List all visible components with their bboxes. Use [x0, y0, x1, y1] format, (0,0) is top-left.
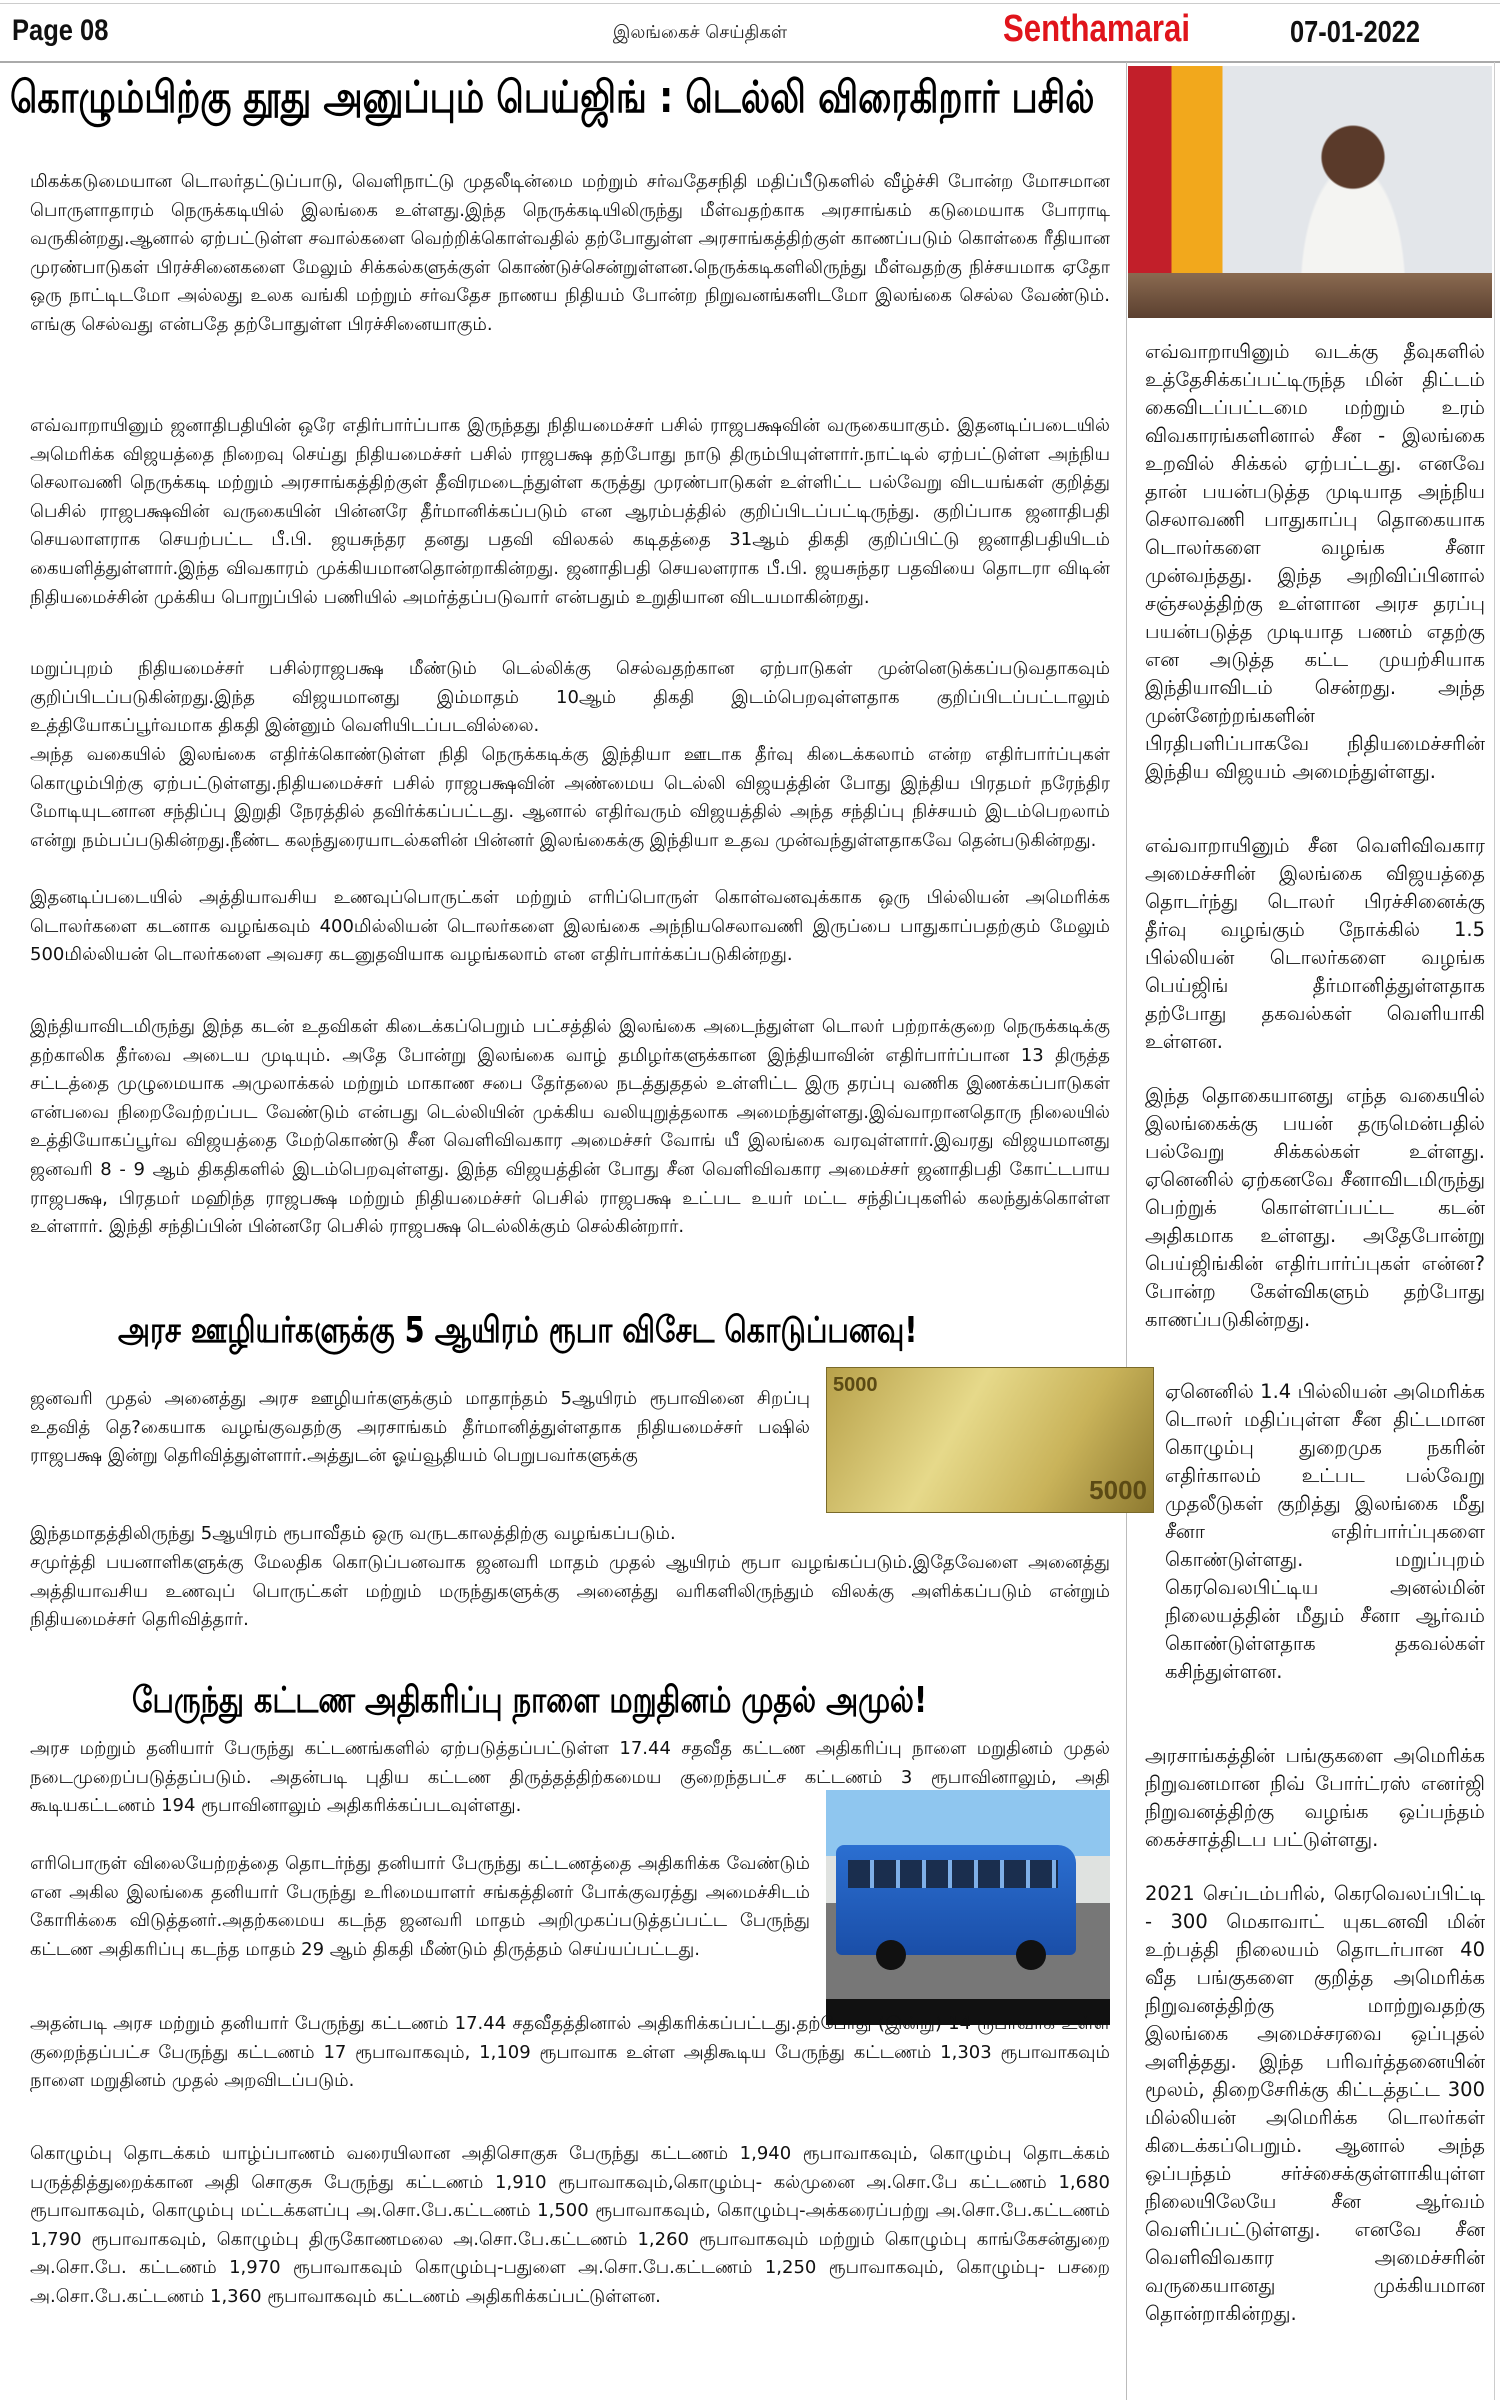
bus-wheel — [876, 1940, 906, 1970]
bus-photo — [826, 1790, 1110, 2025]
sidebar-paragraph-3: இந்த தொகையானது எந்த வகையில் இலங்கைக்கு பயன் தருமென்பதில் பல்வேறு சிக்கல்கள் உள்ளது. ஏனெனில் ஏற்கனவே சீனாவிடமிருந்து பெற்றுக் கொள்ளப்பட்ட கடன் அதிகமாக உள்ளது. அதேபோன்று பெய்ஜிங்கின் எதிர்பார்ப்புகள் என்ன? போன்ற கேள்விகளும் தற்போது காணப்படுகின்றது. — [1145, 1084, 1485, 1331]
desk — [1128, 273, 1492, 318]
lead-paragraph-2: எவ்வாறாயினும் ஜனாதிபதியின் ஒரே எதிர்பார்ப்பாக இருந்தது நிதியமைச்சர் பசில் ராஜபக்ஷவின் வருகையாகும். இதனடிப்படையில் அமெரிக்க விஜயத்தை நிறைவு செய்து நிதியமைச்சர் பசில் ராஜபக்ஷ தற்போது நாடு திரும்பியுள்ளார்.நாட்டில் ஏற்பட்டுள்ள அந்நிய செலாவணி நெருக்கடி மற்றும் அரசாங்கத்திற்குள் தீவிரமடைந்துள்ள கருத்து முரண்பாடுகள் உள்ளிட்ட பல்வேறு விடயங்கள் குறித்து பெசில் ராஜபக்ஷவின் வருகையின் பின்னரே தீர்மானிக்கப்படும் என ஆரம்பத்தில் குறிப்பிடப்பட்டிருந்து. குறிப்பாக ஜனாதிபதி செயலாளராக செயற்பட்ட பீ.பி. ஜயசுந்தர தனது பதவி விலகல் கடிதத்தை 31ஆம் திகதி குறிப்பிட்டு ஜனாதிபதியிடம் கையளித்துள்ளார்.இந்த விவகாரம் முக்கியமானதொன்றாகின்றது. ஜனாதிபதி செயலளராக பீ.பி. ஜயசுந்தர பதவியை தொடரா விடின் நிதியமைச்சின் முக்கிய பொறுப்பில் பணியில் அமர்த்தப்படுவார் என்பதும் உறுதியான விடயமாகின்றது. — [30, 415, 1110, 608]
bus-windows — [848, 1860, 1058, 1888]
lead-paragraph-5: இதனடிப்படையில் அத்தியாவசிய உணவுப்பொருட்கள் மற்றும் எரிப்பொருள் கொள்வனவுக்காக ஒரு பில்லியன் அமெரிக்க டொலர்களை கடனாக வழங்கவும் 400மில்லியன் டொலர்களை இலங்கை அந்நியசெலாவணி இருப்பை பாதுகாப்பதற்கும் மேலும் 500மில்லியன் டொலர்களை அவசர கடனுதவியாக வழங்கலாம் என எதிர்பார்க்கப்படுகின்றது. — [30, 887, 1110, 966]
bus-fare-headline: பேருந்து கட்டண அதிகரிப்பு நாளை மறுதினம் முதல் அமுல்! — [132, 1680, 928, 1721]
bus-paragraph-3: அதன்படி அரச மற்றும் தனியார் பேருந்து கட்டணம் 17.44 சதவீதத்தினால் அதிகரிக்கப்பட்டது.தற்போது (இன்று) 14 ரூபாவாக உள்ள குறைந்தப்பட்ச பேருந்து கட்டணம் 17 ரூபாவாகவும், 1,109 ரூபாவாக உள்ள அதிகூடிய பேருந்து கட்டணம் 1,303 ரூபாவாகவும் நாளை மறுதினம் முதல் அறவிடப்படும். — [30, 2013, 1110, 2092]
bus-paragraph-2: எரிபொருள் விலையேற்றத்தை தொடர்ந்து தனியார் பேருந்து கட்டணத்தை அதிகரிக்க வேண்டும் என அகில இலங்கை தனியார் பேருந்து உரிமையாளர் சங்கத்தினர் போக்குவரத்து அமைச்சிடம் கோரிக்கை விடுத்தனர்.அதற்கமைய கடந்த ஜனவரி மாதம் அறிமுகப்படுத்தப்பட்ட பேருந்து கட்டண அதிகரிப்பு கடந்த மாதம் 29 ஆம் திகதி மீண்டும் திருத்தம் செய்யப்பட்டது. — [30, 1853, 810, 1960]
sidebar-paragraph-6: 2021 செப்டம்பரில், கெரவெலப்பிட்டி - 300 மெகாவாட் யுகடனவி மின் உற்பத்தி நிலையம் தொடர்பான 40 வீத பங்குகளை குறித்த அமெரிக்க நிறுவனத்திற்கு மாற்றுவதற்கு இலங்கை அமைச்சரவை ஒப்புதல் அளித்தது. இந்த பரிவர்த்தனையின் மூலம், திறைசேரிக்கு கிட்டத்தட்ட 300 மில்லியன் அமெரிக்க டொலர்கள் கிடைக்கப்பெறும். ஆனால் அந்த ஒப்பந்தம் சர்ச்சைக்குள்ளாகியுள்ள நிலையிலேயே சீன ஆர்வம் வெளிப்பட்டுள்ளது. எனவே சீன வெளிவிவகார அமைச்சரின் வருகையானது முக்கியமான தொன்றாகின்றது. — [1145, 1882, 1485, 2325]
lead-paragraph-4: அந்த வகையில் இலங்கை எதிர்க்கொண்டுள்ள நிதி நெருக்கடிக்கு இந்தியா ஊடாக தீர்வு கிடைக்கலாம் என்ற எதிர்பார்ப்புகள் கொழும்பிற்கு ஏற்பட்டுள்ளது.நிதியமைச்சர் பசில் ராஜபக்ஷவின் அண்மைய டெல்லி விஜயத்தின் போது இந்திய பிரதமர் நரேந்திர மோடியுடனான சந்திப்பு இறுதி நேரத்தில் தவிர்க்கப்பட்டது. ஆனால் எதிர்வரும் விஜயத்தில் அந்த சந்திப்பு நிச்சயம் இடம்பெறலாம் என்று நம்பப்படுகின்றது.நீண்ட கலந்துரையாடல்களின் பின்னர் இலங்கைக்கு இந்தியா உதவ முன்வந்துள்ளதாகவே தென்படுகின்றது. — [30, 744, 1110, 851]
newspaper-brand: Senthamarai — [1003, 8, 1191, 50]
lead-paragraph-1: மிகக்கடுமையான டொலர்தட்டுப்பாடு, வெளிநாட்டு முதலீடின்மை மற்றும் சர்வதேசநிதி மதிப்பீடுகளில் வீழ்ச்சி போன்ற மோசமான பொருளாதாரம் நெருக்கடியில் இலங்கை உள்ளது.இந்த நெருக்கடியிலிருந்து மீள்வதற்காக அரசாங்கம் கடுமையாக போராடி வருகின்றது.ஆனால் ஏற்பட்டுள்ள சவால்களை வெற்றிக்கொள்வதில் தற்போதுள்ள அரசாங்கத்திற்குள் காணப்படும் கொள்கை ரீதியான முரண்பாடுகள் பிரச்சினைகளை மேலும் சிக்கல்களுக்குள் கொண்டுச்சென்றுள்ளன.நெருக்கடிகளிலிருந்து மீள்வதற்கு நிச்சயமாக ஏதோ ஒரு நாட்டிடமோ அல்லது உலக வங்கி மற்றும் சர்வதேச நாணய நிதியம் போன்ற நிறுவனங்களிடமோ இலங்கை செல்ல வேண்டும். எங்கு செல்வது என்பதே தற்போதுள்ள பிரச்சினையாகும். — [30, 171, 1110, 335]
banknote-image — [826, 1367, 1154, 1513]
banknote-value: 5000 — [833, 1374, 878, 1396]
lead-headline: கொழும்பிற்கு தூது அனுப்பும் பெய்ஜிங் : டெல்லி விரைகிறார் பசில் — [10, 72, 1095, 123]
header-divider — [0, 61, 1500, 63]
allowance-paragraph-2: இந்தமாதத்திலிருந்து 5ஆயிரம் ரூபாவீதம் ஒரு வருடகாலத்திற்கு வழங்கப்படும். — [30, 1523, 676, 1544]
bus-paragraph-4: கொழும்பு தொடக்கம் யாழ்ப்பாணம் வரையிலான அதிசொகுசு பேருந்து கட்டணம் 1,940 ரூபாவாகவும், கொழும்பு தொடக்கம் பருத்தித்துறைக்கான அதி சொகுசு பேருந்து கட்டணம் 1,910 ரூபாவாகவும்,கொழும்பு- கல்முனை அ.சொ.பே கட்டணம் 1,680 ரூபாவாகவும், கொழும்பு மட்டக்களப்பு அ.சொ.பே.கட்டணம் 1,500 ரூபாவாகவும், கொழும்பு-அக்கரைப்பற்று அ.சொ.பே.கட்டணம் 1,790 ரூபாவாகவும், கொழும்பு திருகோணமலை அ.சொ.பே.கட்டணம் 1,260 ரூபாவாகவும் மற்றும் கொழும்பு காங்கேசன்துறை அ.சொ.பே. கட்டணம் 1,970 ரூபாவாகவும் கொழும்பு-பதுளை அ.சொ.பே.கட்டணம் 1,250 ரூபாவாகவும், கொழும்பு- பசறை அ.சொ.பே.கட்டணம் 1,360 ரூபாவாகவும் கட்டணம் அதிகரிக்கப்பட்டுள்ளன. — [30, 2143, 1110, 2307]
lead-paragraph-6: இந்தியாவிடமிருந்து இந்த கடன் உதவிகள் கிடைக்கப்பெறும் பட்சத்தில் இலங்கை அடைந்துள்ள டொலர் பற்றாக்குறை நெருக்கடிக்கு தற்காலிக தீர்வை அடைய முடியும். அதே போன்று இலங்கை வாழ் தமிழர்களுக்கான இந்தியாவின் எதிர்பார்ப்பான 13 திருத்த சட்டத்தை முழுமையாக அமுலாக்கல் மற்றும் மாகாண சபை தேர்தலை நடத்துததல் உள்ளிட்ட இரு தரப்பு வணிக இணக்கப்பாடுகள் என்பவை நிறைவேற்றப்பட வேண்டும் என்பது டெல்லியின் முக்கிய வலியுறுத்தலாக அமைந்துள்ளது.இவ்வாறானதொரு நிலையில் உத்தியோகப்பூர்வ விஜயத்தை மேற்கொண்டு சீன வெளிவிவகார அமைச்சர் வோங் யீ இலங்கை வரவுள்ளார்.இவரது விஜயமானது ஜனவரி 8 - 9 ஆம் திகதிகளில் இடம்பெறவுள்ளது. இந்த விஜயத்தின் போது சீன வெளிவிவகார அமைச்சர் ஜனாதிபதி கோட்டபாய ராஜபக்ஷ, பிரதமர் மஹிந்த ராஜபக்ஷ மற்றும் நிதியமைச்சர் பெசில் ராஜபக்ஷ உட்பட உயர் மட்ட சந்திப்புகளில் கலந்துக்கொள்ள உள்ளார். இந்தி சந்திப்பின் பின்னரே பெசில் ராஜபக்ஷ டெல்லிக்கும் செல்கின்றார். — [30, 1016, 1110, 1238]
sidebar-paragraph-4: ஏனெனில் 1.4 பில்லியன் அமெரிக்க டொலர் மதிப்புள்ள சீன திட்டமான கொழும்பு துறைமுக நகரின் எதிர்காலம் உட்பட பல்வேறு முதலீடுகள் குறித்து இலங்கை மீது சீனா எதிர்பார்ப்புகளை கொண்டுள்ளது. மறுப்புறம் கெரவெலபிட்டிய அனல்மின் நிலையத்தின் மீதும் சீனா ஆர்வம் கொண்டுள்ளதாக தகவல்கள் கசிந்துள்ளன. — [1165, 1380, 1485, 1683]
issue-date: 07-01-2022 — [1290, 14, 1421, 49]
page-number: Page 08 — [12, 14, 109, 47]
page-right-border — [1494, 62, 1495, 2400]
sidebar-paragraph-1: எவ்வாறாயினும் வடக்கு தீவுகளில் உத்தேசிக்கப்பட்டிருந்த மின் திட்டம் கைவிடப்பட்டமை மற்றும் உரம் விவகாரங்களினால் சீன - இலங்கை உறவில் சிக்கல் ஏற்பட்டது. எனவே தான் பயன்படுத்த முடியாத அந்நிய செலாவணி பாதுகாப்பு தொகையாக டொலர்களை வழங்க சீனா முன்வந்தது. இந்த அறிவிப்பினால் சஞ்சலத்திற்கு உள்ளான அரச தரப்பு பயன்படுத்த முடியாத பணம் எதற்கு என அடுத்த கட்ட முயற்சியாக இந்தியாவிடம் சென்றது. அந்த முன்னேற்றங்களின் பிரதிபளிப்பாகவே நிதியமைச்சரின் இந்திய விஜயம் அமைந்துள்ளது. — [1145, 340, 1485, 783]
column-divider — [1126, 62, 1127, 2400]
allowance-headline: அரச ஊழியர்களுக்கு 5 ஆயிரம் ரூபா விசேட கொடுப்பனவு! — [118, 1310, 918, 1351]
allowance-paragraph-1: ஜனவரி முதல் அனைத்து அரச ஊழியர்களுக்கும் மாதாந்தம் 5ஆயிரம் ரூபாவினை சிறப்பு உதவித் தெ?கையாக வழங்குவதற்கு அரசாங்கம் தீர்மானித்துள்ளதாக நிதியமைச்சர் பஷில் ராஜபக்ஷ இன்று தெரிவித்துள்ளார்.அத்துடன் ஓய்வூதியம் பெறுபவர்களுக்கு — [30, 1388, 810, 1467]
lead-paragraph-3: மறுப்புறம் நிதியமைச்சர் பசில்ராஜபக்ஷ மீண்டும் டெல்லிக்கு செல்வதற்கான ஏற்பாடுகள் முன்னெடுக்கப்படுவதாகவும் குறிப்பிடப்படுகின்றது.இந்த விஜயமானது இம்மாதம் 10ஆம் திகதி இடம்பெறவுள்ளதாக குறிப்பிடப்பட்டாலும் உத்தியோகப்பூர்வமாக திகதி இன்னும் வெளியிடப்படவில்லை. — [30, 658, 1110, 737]
top-border — [0, 3, 1500, 4]
minister-photo — [1128, 66, 1492, 318]
bus-wheel — [1016, 1940, 1046, 1970]
sidebar-paragraph-2: எவ்வாறாயினும் சீன வெளிவிவகார அமைச்சரின் இலங்கை விஜயத்தை தொடர்ந்து டொலர் பிரச்சினைக்கு தீர்வு வழங்கும் நோக்கில் 1.5 பில்லியன் டொலர்களை வழங்க பெய்ஜிங் தீர்மானித்துள்ளதாக தற்போது தகவல்கள் வெளியாகி உள்ளன. — [1145, 834, 1485, 1053]
sidebar-paragraph-5: அரசாங்கத்தின் பங்குகளை அமெரிக்க நிறுவனமான நிவ் போர்ட்ரஸ் எனர்ஜி நிறுவனத்திற்கு வழங்க ஒப்பந்தம் கைச்சாத்திடப பட்டுள்ளது. — [1145, 1744, 1485, 1851]
section-name: இலங்கைச் செய்திகள் — [612, 22, 788, 43]
allowance-paragraph-3: சமுர்த்தி பயனாளிகளுக்கு மேலதிக கொடுப்பனவாக ஜனவரி மாதம் முதல் ஆயிரம் ரூபா வழங்கப்படும்.இதேவேளை அனைத்து அத்தியாவசிய உணவுப் பொருட்கள் மற்றும் மருந்துகளுக்கு அனைத்து வரிகளிலிருந்தும் விலக்கு அளிக்கப்படும் என்றும் நிதியமைச்சர் தெரிவித்தார். — [30, 1552, 1110, 1631]
bus-paragraph-1: அரச மற்றும் தனியார் பேருந்து கட்டணங்களில் ஏற்படுத்தப்பட்டுள்ள 17.44 சதவீத கட்டண அதிகரிப்பு நாளை மறுதினம் முதல் நடைமுறைப்படுத்தப்படும். அதன்படி புதிய கட்டண திருத்தத்திற்கமைய குறைந்தபட்ச கட்டணம் 3 ரூபாவினாலும், அதி கூடியகட்டணம் 194 ரூபாவினாலும் அதிகரிக்கப்படவுள்ளது. — [30, 1738, 1110, 1817]
banknote-value-large: 5000 — [1089, 1475, 1147, 1505]
